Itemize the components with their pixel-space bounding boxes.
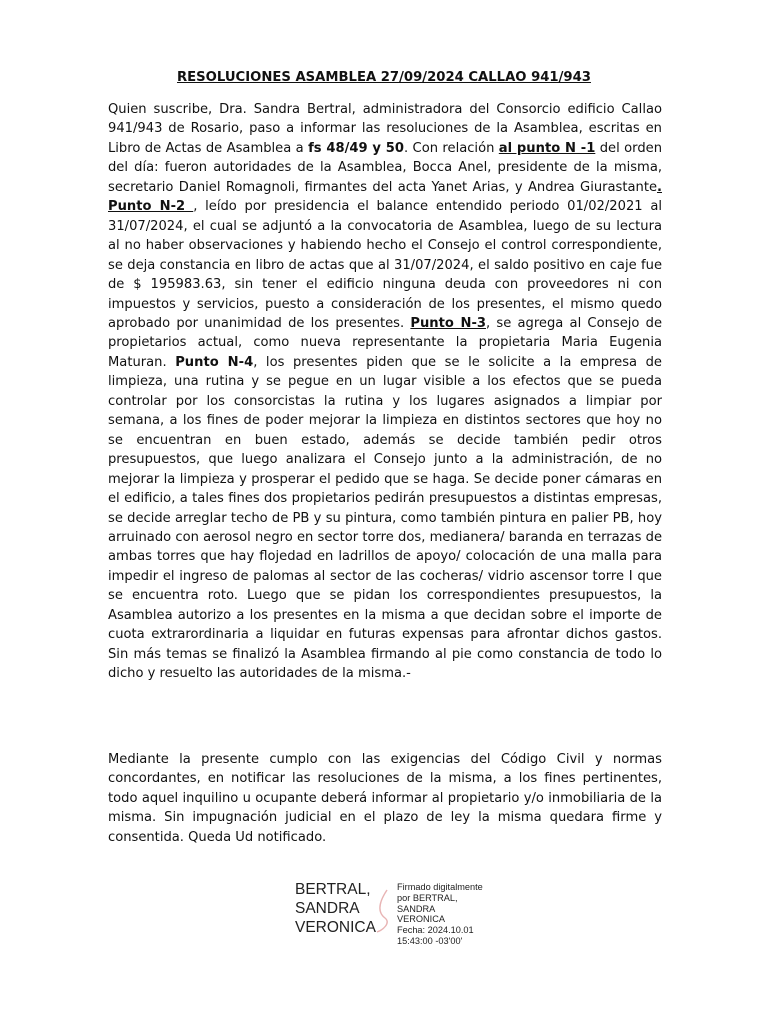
point-2-heading: . Punto N-2: [108, 179, 662, 215]
text-segment: , los presentes piden que se le solicite a la empresa de limpieza, una rutina y se pegue en un lugar visible a los efectos que se pueda controlar por los consorcistas la rutina y los lugares asignados a limpiar por semana, a los fines de poder mejorar la limpieza en distintos sectores que hoy no se encuentran en buen estado, además se decide también pedir otros presupuestos, que luego analizara el Consejo junto a la administración, de no mejorar la limpieza y prosperar el pedido que se haga. Se decide poner cámaras en el edificio, a tales fines dos propietarios pedirán presupuestos a distintas empresas, se decide arreglar techo de PB y su pintura, como también pintura en palier PB, hoy arruinado con aerosol negro en sector torre dos, medianera/ baranda en terrazas de ambas torres que hay flojedad en ladrillos de apoyo/ colocación de una malla para impedir el ingreso de palomas al sector de las cocheras/ vidrio ascensor torre I que se encuentra roto. Luego que se pidan los correspondientes presupuestos, la Asamblea autorizo a los presentes en la misma a que decidan sobre el importe de cuota extrarordinaria a liquidar en futuras expensas para afrontar dichos gastos. Sin más temas se finalizó la Asamblea firmando al pie como constancia de todo lo dicho y resuelto las autoridades de la misma.-: [108, 354, 662, 682]
signature-detail-line: por BERTRAL, SANDRA: [397, 892, 458, 914]
text-segment: . Con relación: [403, 140, 499, 156]
signer-name: [295, 880, 376, 937]
point-4-heading: Punto N-4: [175, 354, 254, 370]
point-1-heading: al punto N -1: [498, 140, 596, 156]
text-segment: , se agrega al Consejo de propietarios actual, como nueva representante la propietaria Maria Eugenia Maturan.: [108, 315, 662, 370]
document-title: RESOLUCIONES ASAMBLEA 27/09/2024 CALLAO 941/943: [177, 70, 591, 85]
signature-detail-line: 15:43:00 -03'00': [397, 935, 463, 946]
point-3-heading: Punto N-3: [410, 315, 487, 331]
signer-name-line: VERONICA: [295, 919, 376, 936]
text-segment: del orden del día: fueron autoridades de la Asamblea, Bocca Anel, presidente de la misma, secretario Daniel Romagnoli, firmantes del acta Yanet Arias, y Andrea Giurastante: [108, 140, 662, 195]
signature-detail-line: Firmado digitalmente: [397, 882, 483, 892]
signer-name-line: BERTRAL,: [295, 881, 371, 898]
resolutions-paragraph: [108, 100, 662, 684]
signature-detail-line: Fecha: 2024.10.01: [397, 925, 474, 936]
signature-mark-icon: [373, 888, 395, 934]
folio-reference: fs 48/49 y 50: [308, 140, 404, 156]
notification-paragraph: Mediante la presente cumplo con las exigencias del Código Civil y normas concordantes, en notificar las resoluciones de la misma, a los fines pertinentes, todo aquel inquilino u ocupante deberá informar al propietario y/o inmobiliaria de la misma. Sin impugnación judicial en el plazo de ley la misma quedara firme y consentida. Queda Ud notificado.: [108, 752, 662, 845]
text-segment: Quien suscribe, Dra. Sandra Bertral, administradora del Consorcio edificio Callao 941/943 de Rosario, paso a informar las resoluciones de la Asamblea, escritas en Libro de Actas de Asamblea a: [108, 102, 662, 156]
signature-detail-line: VERONICA: [397, 914, 445, 925]
text-segment: , leído por presidencia el balance entendido periodo 01/02/2021 al 31/07/2024, el cual se adjuntó a la convocatoria de Asamblea, luego de su lectura al no haber observaciones y habiendo hecho el Consejo el control correspondiente, se deja constancia en libro de actas que al 31/07/2024, el saldo positivo en caje fue de $ 195983.63, sin tener el edificio ninguna deuda con proveedores ni con impuestos y servicios, puesto a consideración de los presentes, el mismo quedo aprobado por unanimidad de los presentes.: [108, 199, 662, 331]
digital-signature: [295, 880, 495, 946]
signer-name-line: SANDRA: [295, 900, 360, 917]
signature-details: [397, 882, 495, 947]
